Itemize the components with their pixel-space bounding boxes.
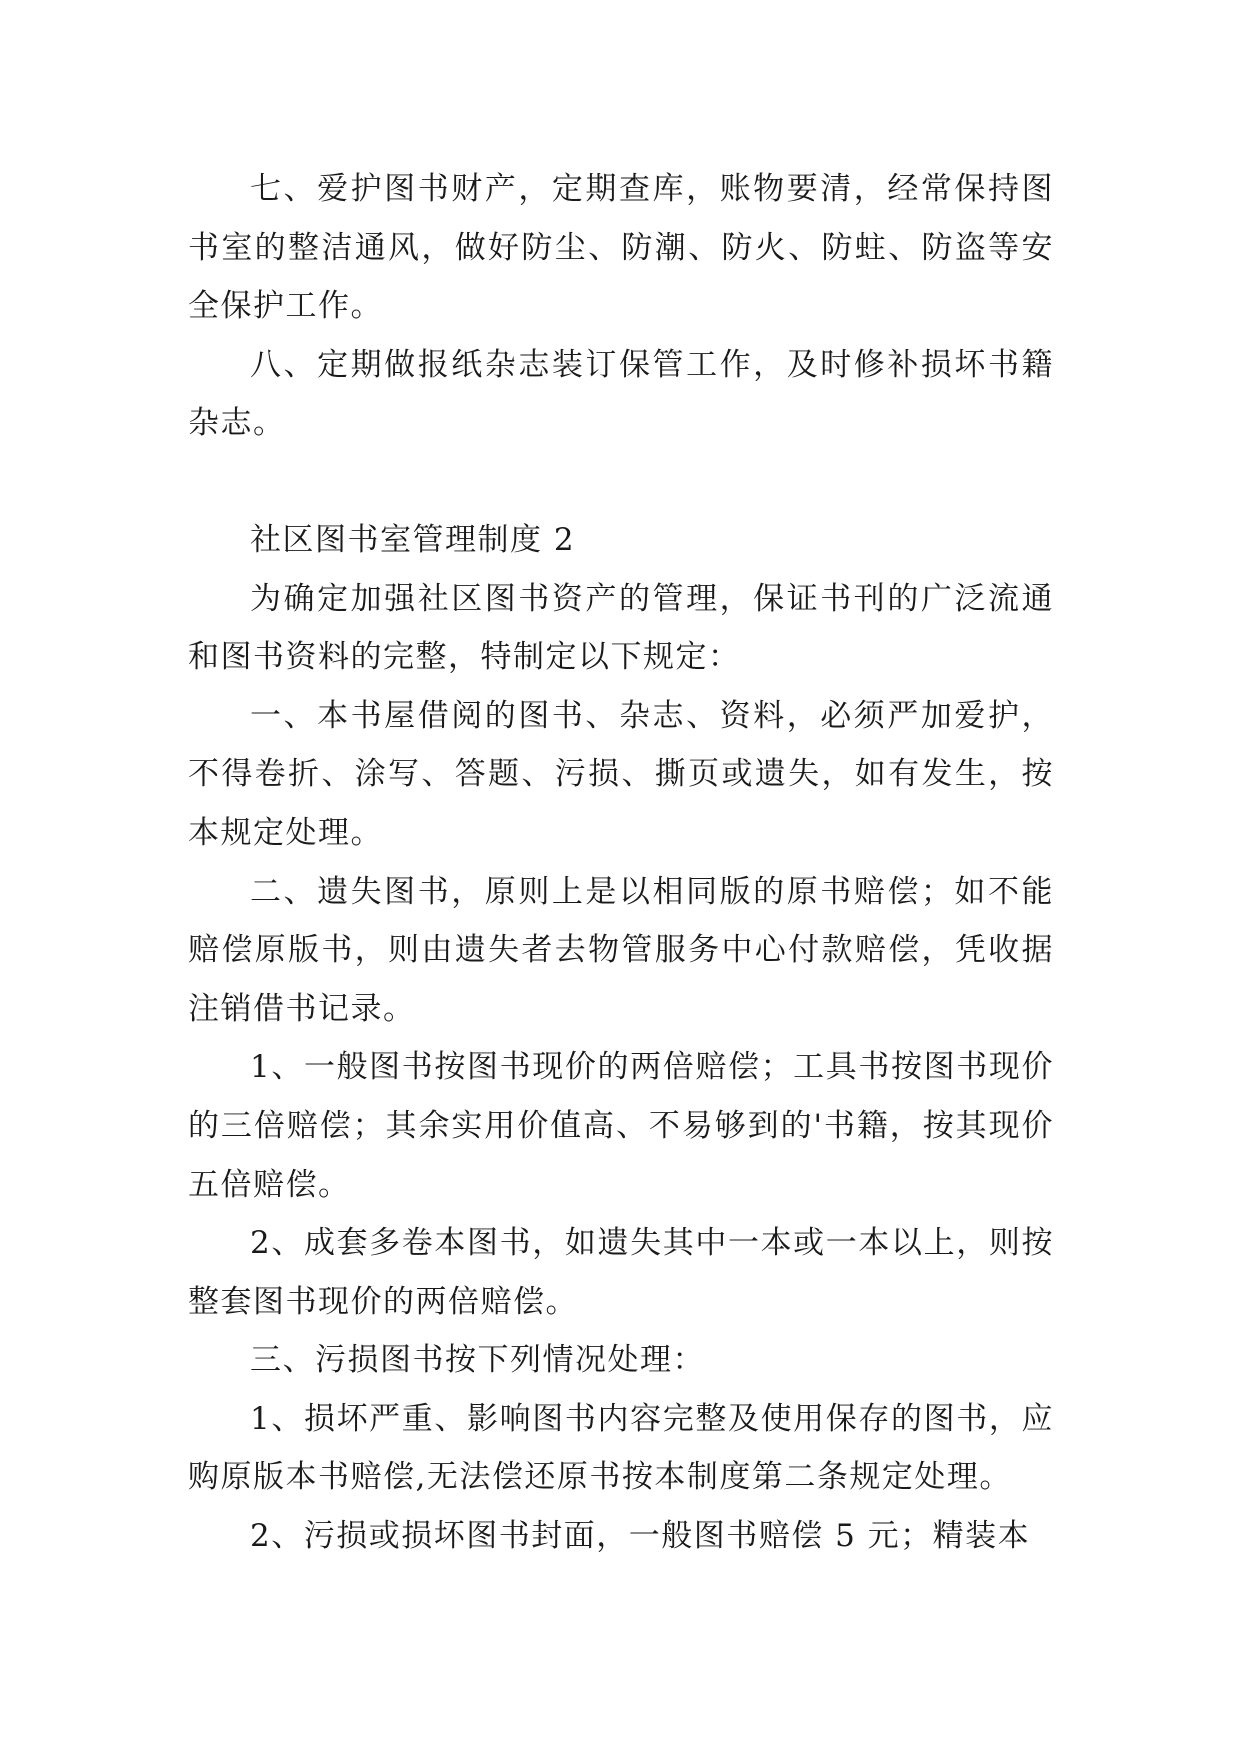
document-body [188,160,1054,1566]
paragraph-rule-1: 一、本书屋借阅的图书、杂志、资料，必须严加爱护，不得卷折、涂写、答题、污损、撕页或遗失，如有发生，按本规定处理。 [188,697,1054,851]
paragraph-rule-3: 三、污损图书按下列情况处理： [250,1342,705,1379]
paragraph-rule-8: 八、定期做报纸杂志装订保管工作，及时修补损坏书籍杂志。 [188,346,1054,442]
paragraph-rule-7: 七、爱护图书财产，定期查库，账物要清，经常保持图书室的整洁通风，做好防尘、防潮、防火、防蛀、防盗等安全保护工作。 [188,171,1054,325]
paragraph-rule-3-item-2: 2、污损或损坏图书封面，一般图书赔偿 5 元；精装本 [250,1518,1031,1555]
section-spacer [188,453,1054,511]
paragraph-intro: 为确定加强社区图书资产的管理，保证书刊的广泛流通和图书资料的完整，特制定以下规定： [188,580,1054,676]
paragraph-rule-3-item-1: 1、损坏严重、影响图书内容完整及使用保存的图书，应购原版本书赔偿,无法偿还原书按本制度第二条规定处理。 [188,1400,1054,1496]
paragraph-rule-2-item-2: 2、成套多卷本图书，如遗失其中一本或一本以上，则按整套图书现价的两倍赔偿。 [188,1225,1054,1320]
section-title: 社区图书室管理制度 2 [250,521,576,558]
paragraph-rule-2-item-1: 1、一般图书按图书现价的两倍赔偿；工具书按图书现价的三倍赔偿；其余实用价值高、不易够到的'书籍，按其现价五倍赔偿。 [188,1049,1054,1203]
paragraph-rule-2: 二、遗失图书，原则上是以相同版的原书赔偿；如不能赔偿原版书，则由遗失者去物管服务中心付款赔偿，凭收据注销借书记录。 [188,873,1054,1027]
